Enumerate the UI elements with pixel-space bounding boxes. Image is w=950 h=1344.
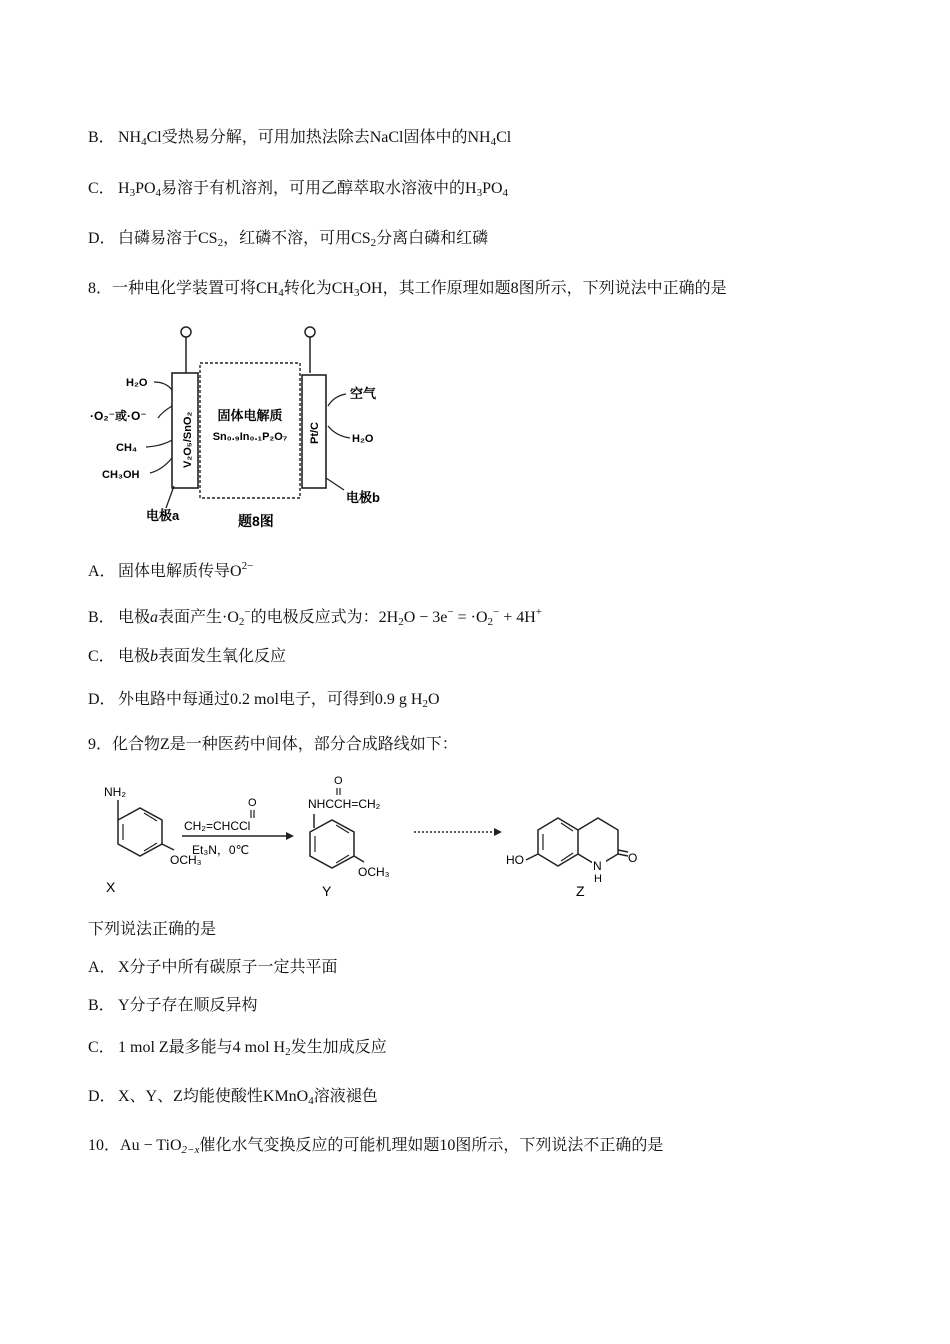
svg-text:O: O <box>334 775 343 787</box>
q8-option-a: A． 固体电解质传导$O^{2-}$ <box>88 560 254 580</box>
q8-option-b: B． 电极a表面产生$\cdot O_2^-$的电极反应式为：$2H_2O - 3e^- = \cdot O_2^- + 4H^+$ <box>88 606 543 628</box>
q8-figure <box>88 318 418 538</box>
svg-text:HO: HO <box>506 853 524 867</box>
svg-text:OCH₃: OCH₃ <box>170 853 202 867</box>
svg-text:O: O <box>248 797 257 809</box>
figure-caption: 题8图 <box>238 513 274 529</box>
left-label-ch4: CH₄ <box>116 442 138 454</box>
reagent-2: Et₃N，0℃ <box>192 843 250 857</box>
svg-text:N: N <box>593 859 602 873</box>
electrode-b-name: 电极b <box>346 490 380 505</box>
terminal-b <box>305 327 315 337</box>
left-label-h2o: H₂O <box>126 377 148 389</box>
q8-option-c: C． 电极b表面发生氧化反应 <box>88 648 287 665</box>
svg-text:O: O <box>628 851 638 865</box>
q9-scheme <box>88 770 648 906</box>
left-label-ch3oh: CH₃OH <box>102 469 140 481</box>
svg-text:OCH₃: OCH₃ <box>358 865 390 879</box>
q8-stem: 8．一种电化学装置可将$CH_4$转化为$CH_3OH$，其工作原理如题8图所示，下列说法中正确的是 <box>88 280 727 299</box>
compound-z <box>506 818 637 899</box>
reagent-1: CH₂=CHCCl <box>184 819 251 833</box>
electrode-a-name: 电极a <box>146 508 180 523</box>
electrode-a-material: V₂O₅/SnO₂ <box>182 411 194 468</box>
q9-option-d: D． X、Y、Z均能使酸性KMnO$_4$溶液褪色 <box>88 1088 378 1107</box>
svg-text:X: X <box>106 879 116 895</box>
compound-x <box>104 785 202 895</box>
right-label-air: 空气 <box>350 386 377 401</box>
terminal-a <box>181 327 191 337</box>
q9-option-b: B． Y分子存在顺反异构 <box>88 997 258 1014</box>
svg-text:NH₂: NH₂ <box>104 785 126 799</box>
svg-text:H: H <box>594 873 602 885</box>
svg-text:NHCCH=CH₂: NHCCH=CH₂ <box>308 797 381 811</box>
q9-option-a: A． X分子中所有碳原子一定共平面 <box>88 959 338 976</box>
q7-option-c: C． $H_3PO_4$易溶于有机溶剂，可用乙醇萃取水溶液中的$H_3PO_4$ <box>88 180 509 199</box>
q9-stem: 9．化合物Z是一种医药中间体，部分合成路线如下： <box>88 736 458 753</box>
electrolyte-line1: 固体电解质 <box>217 408 283 423</box>
electrode-b-material: Pt/C <box>309 422 321 444</box>
svg-text:Y: Y <box>322 883 332 899</box>
q10-stem: 10．Au − TiO$_{2-x}$催化水气变换反应的可能机理如题10图所示，下列说法不正确的是 <box>88 1137 664 1156</box>
q8-option-d: D． 外电路中每通过0.2 mol电子，可得到0.9 g $H_2O$ <box>88 691 440 710</box>
q7-option-b: B． $NH_4Cl$受热易分解，可用加热法除去NaCl固体中的$NH_4Cl$ <box>88 129 512 148</box>
left-label-radicals: ·O₂⁻或·O⁻ <box>90 409 147 423</box>
right-label-h2o: H₂O <box>352 433 374 445</box>
svg-text:Z: Z <box>576 883 585 899</box>
q9-option-c: C． 1 mol Z最多能与4 mol $H_2$发生加成反应 <box>88 1039 387 1058</box>
q9-prompt: 下列说法正确的是 <box>88 921 217 938</box>
electrolyte-line2: Sn₀.₉In₀.₁P₂O₇ <box>212 431 288 443</box>
q7-option-d: D． 白磷易溶于$CS_2$，红磷不溶，可用$CS_2$分离白磷和红磷 <box>88 230 489 249</box>
compound-y <box>308 775 390 899</box>
